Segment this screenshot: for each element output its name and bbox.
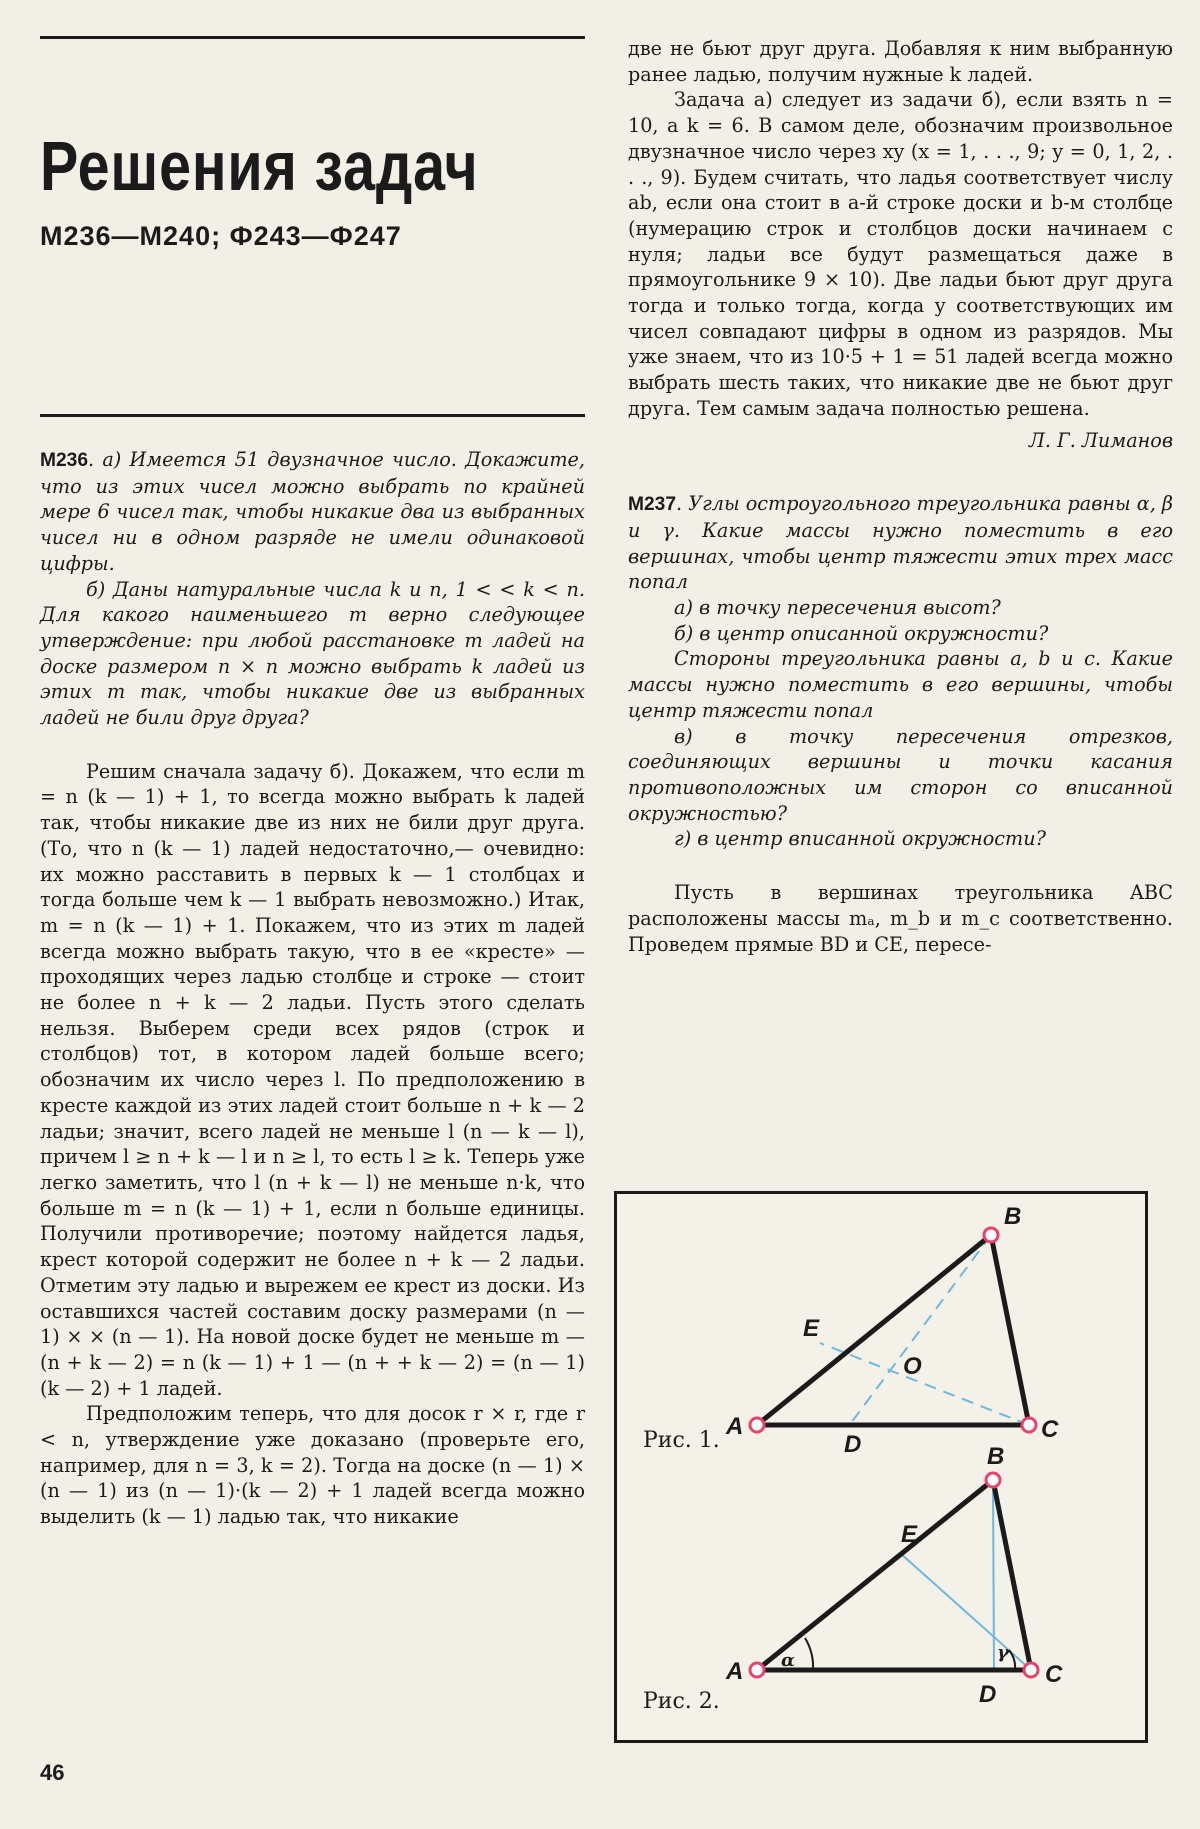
- figure-2: [725, 1443, 1063, 1708]
- problem-m237-part-b: б) в центр описанной окружности?: [674, 621, 1049, 645]
- fig1-label-e: E: [803, 1315, 820, 1342]
- fig1-label-b: B: [1004, 1203, 1022, 1230]
- fig2-label-b: B: [987, 1443, 1005, 1470]
- fig2-vertex-b: [986, 1473, 1000, 1487]
- problem-m237-sides: Стороны треугольника равны a, b и c. Какие массы нужно поместить в его вершины, чтобы центр тяжести попал: [628, 647, 1173, 722]
- fig1-aux-ce: [820, 1343, 1029, 1425]
- page-title: Решения задач: [40, 127, 479, 205]
- triangle-figures: [617, 1194, 1151, 1746]
- solution-m236-continuation: две не бьют друг друга. Добавляя к ним выбранную ранее ладью, получим нужные k ладей.: [628, 37, 1173, 86]
- solution-m236-paragraph-3: Задача а) следует из задачи б), если взять n = 10, а k = 6. В самом деле, обозначим произвольное двузначное число через xy (x = 1, . . ., 9; y = 0, 1, 2, . . ., 9). Будем считать, что ладья соответствует числу ab, если она стоит в a-й строке доски и b-м столбце (нумерацию строк и столбцов доски начинаем с нуля; ладьи все будут размещаться даже в прямоугольнике 9 × 10). Две ладьи бьют друг друга тогда и только тогда, когда у соответствующих им чисел совпадают цифры в одном из разрядов. Мы уже знаем, что из 10·5 + 1 = 51 ладей всегда можно выбрать шесть таких, что никакие две не бьют друг друга. Тем самым задача полностью решена.: [628, 88, 1173, 420]
- fig2-label-c: C: [1045, 1661, 1063, 1688]
- right-column: [628, 36, 1173, 957]
- fig2-angle-alpha: [805, 1638, 813, 1670]
- problem-m237-part-c: в) в точку пересечения отрезков, соединяющих вершины и точки касания противоположных им сторон со вписанной окружностью?: [628, 724, 1173, 825]
- figure-1-caption: Рис. 1.: [643, 1428, 720, 1453]
- problem-range: М236—М240; Ф243—Ф247: [40, 221, 402, 251]
- fig2-aux-bd: [993, 1480, 994, 1670]
- fig2-triangle: [757, 1480, 1031, 1670]
- fig2-label-alpha: α: [781, 1650, 795, 1671]
- figure-box: [614, 1191, 1148, 1743]
- page-number: 46: [40, 1760, 65, 1785]
- fig2-vertex-c: [1024, 1663, 1038, 1677]
- problem-m236-statement: [40, 447, 585, 577]
- fig2-vertex-a: [750, 1663, 764, 1677]
- fig1-label-a: A: [726, 1413, 744, 1440]
- problem-m237-part-d: г) в центр вписанной окружности?: [674, 827, 1046, 851]
- solution-m236-paragraph-2: Предположим теперь, что для досок r × r, где r < n, утверждение уже доказано (проверьте его, например, для n = 3, k = 2). Тогда на доске (n — 1) × (n — 1) из (n — 1)·(k — 2) + 1 ладей всегда можно выделить (k — 1) ладью так, что никакие: [40, 1402, 585, 1529]
- problem-number-m236: М236: [40, 450, 88, 471]
- fig2-label-a: A: [726, 1658, 744, 1685]
- problem-m237-intro: . Углы остроугольного треугольника равны α, β и γ. Какие массы нужно поместить в его вершинах, чтобы центр тяжести этих трех масс попал: [628, 492, 1173, 594]
- solution-m236-paragraph-1: Решим сначала задачу б). Докажем, что если m = n (k — 1) + 1, то всегда можно выбрать k ладей так, чтобы никакие две из них не били друг друга. (То, что n (k — 1) ладей недостаточно,— очевидно: их можно расставить в первых k — 1 столбцах и тогда больше чем k — 1 выбрать невозможно.) Итак, m = n (k — 1) + 1. Покажем, что из этих m ладей всегда можно выбрать такую, что в ее «кресте» — проходящих через ладью столбце и строке — стоит не более n + k — 2 ладьи. Пусть этого сделать нельзя. Выберем среди всех рядов (строк и столбцов) тот, в котором ладей больше всего; обозначим их число через l. По предположению в кресте каждой из этих ладей стоит больше n + k — 2 ладьи; значит, всего ладей не меньше l (n — k — l), причем l ≥ n + k — l и n ≥ l, то есть l ≥ k. Теперь уже легко заметить, что l (n + k — l) не меньше n·k, что больше m = n (k — 1) + 1, если n больше единицы. Получили противоречие; поэтому найдется ладья, крест которой содержит не более n + k — 2 ладьи. Отметим эту ладью и вырежем ее крест из доски. Из оставшихся частей составим доску размерами (n — 1) × × (n — 1). На новой доске будет не меньше m — (n + k — 2) = n (k — 1) + 1 — (n + + k — 2) = (n — 1) (k — 2) + 1 ладей.: [40, 759, 585, 1400]
- problem-m237-statement: [628, 491, 1173, 595]
- fig1-vertex-b: [984, 1228, 998, 1242]
- solution-m237-paragraph-1: Пусть в вершинах треугольника ABC расположены массы mₐ, m_b и m_c соответственно. Проведем прямые BD и CE, пересе-: [628, 881, 1173, 956]
- figure-2-caption: Рис. 2.: [643, 1689, 720, 1714]
- top-rule: [40, 36, 585, 39]
- problem-m236-part-a: . а) Имеется 51 двузначное число. Докажите, что из этих чисел можно выбрать по крайней мере 6 чисел так, чтобы никакие два из выбранных чисел ни в одном разряде не имели одинаковой цифры.: [40, 448, 585, 575]
- fig1-label-c: C: [1041, 1416, 1059, 1443]
- fig2-label-gamma: γ: [997, 1642, 1009, 1663]
- fig1-vertex-a: [750, 1418, 764, 1432]
- fig1-label-o: O: [903, 1353, 922, 1380]
- problem-m236-part-b: б) Даны натуральные числа k и n, 1 < < k < n. Для какого наименьшего m верно следующее утверждение: при любой расстановке m ладей на доске размером n × n можно выбрать k ладей из этих m так, чтобы никакие две из выбранных ладей не били друг друга?: [40, 577, 585, 730]
- problem-number-m237: М237: [628, 494, 676, 516]
- fig2-label-e: E: [901, 1521, 918, 1548]
- figure-1: [725, 1203, 1059, 1458]
- problem-m237-part-a: а) в точку пересечения высот?: [674, 596, 1001, 620]
- fig2-label-d: D: [979, 1681, 997, 1708]
- author-signature: Л. Г. Лиманов: [1028, 428, 1173, 452]
- fig1-triangle: [757, 1235, 1029, 1425]
- fig1-vertex-c: [1022, 1418, 1036, 1432]
- left-column: [40, 36, 585, 1530]
- fig1-label-d: D: [844, 1431, 862, 1458]
- fig2-angle-gamma: [1009, 1650, 1015, 1670]
